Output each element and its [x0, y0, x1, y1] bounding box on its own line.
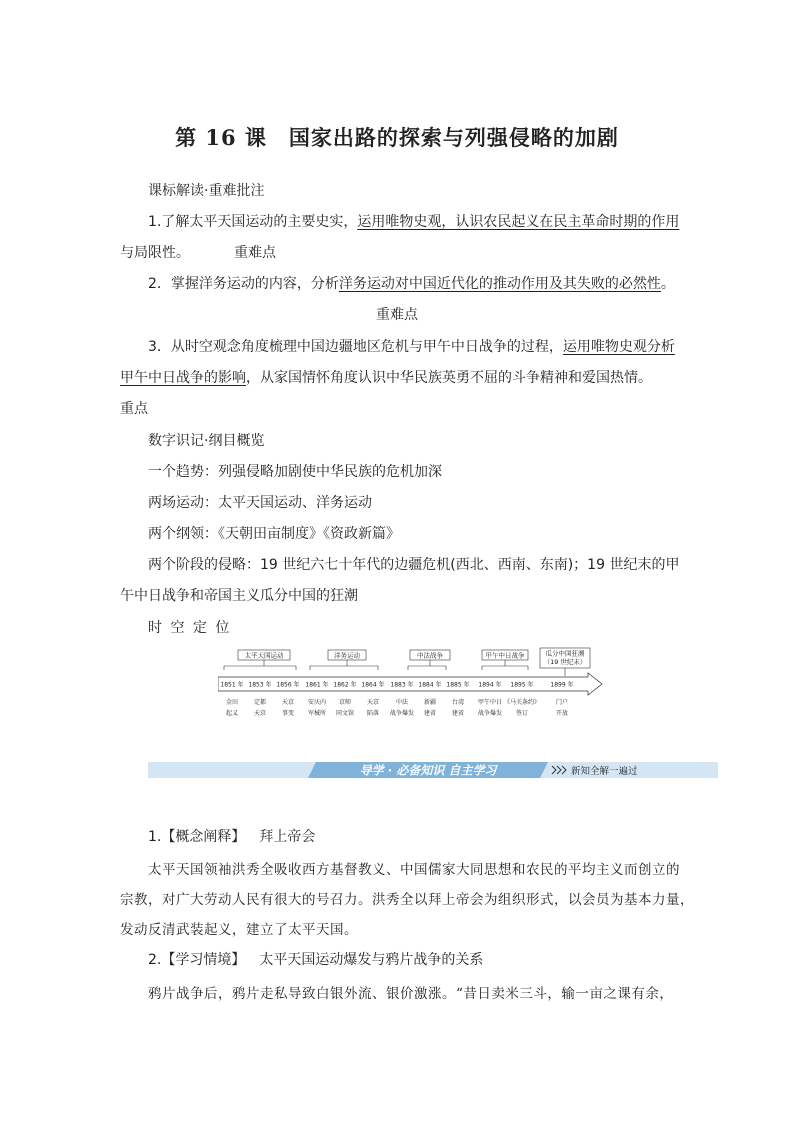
timeline-event-line2-5: 陷落	[366, 710, 380, 717]
timeline-event-line2-0: 起义	[225, 710, 239, 717]
shuzi-line-4b: 午中日战争和帝国主义瓜分中国的狂潮	[120, 588, 358, 604]
kebiao-item-2	[148, 273, 675, 293]
underlined-text: 洋务运动对中国近代化的推动作用及其失败的必然性	[338, 276, 661, 292]
timeline-event-line2-1: 天京	[253, 710, 267, 717]
underlined-text: 甲午中日战争的影响	[120, 370, 246, 386]
underlined-text: 运用唯物史观分析	[562, 339, 675, 355]
heading-number: 1.	[148, 829, 162, 845]
timeline-year-7: 1884 年	[418, 681, 442, 689]
section-1-para-line-2: 宗教，对广大劳动人民有很大的号召力。洪秀全以拜上帝会为组织形式，以会员为基本力量，	[120, 892, 694, 908]
timeline-year-9: 1894 年	[478, 681, 502, 689]
box-label-guafen: 瓜分中国狂潮	[545, 649, 585, 658]
item-text: ，从家国情怀角度认识中华民族英勇不屈的斗争精神和爱国热情。	[246, 370, 652, 386]
item-text: 2．掌握洋务运动的内容，分析	[148, 276, 339, 292]
shuzi-line-2: 两场运动：太平天国运动、洋务运动	[148, 495, 372, 511]
difficulty-tag: 重难点	[376, 307, 418, 323]
timeline-event-line1-7: 新疆	[423, 699, 437, 706]
item-text: 3．从时空观念角度梳理中国边疆地区危机与甲午中日战争的过程，	[148, 339, 563, 355]
page-title: 第 16 课 国家出路的探索与列强侵略的加剧	[175, 125, 619, 150]
shuzi-line-4a: 两个阶段的侵略：19 世纪六七十年代的边疆危机(西北、西南、东南)；19 世纪末的甲	[148, 557, 680, 573]
timeline-event-line2-4: 同文馆	[335, 710, 355, 717]
timeline-year-5: 1864 年	[361, 681, 385, 689]
timeline-event-line1-5: 天京	[366, 699, 380, 706]
box-label-jiawu: 甲午中日战争	[485, 651, 525, 660]
shuzi-line-1: 一个趋势：列强侵略加剧使中华民族的危机加深	[148, 464, 442, 480]
timeline-year-6: 1883 年	[390, 681, 414, 689]
timeline-year-1: 1853 年	[248, 681, 272, 689]
timeline-event-line1-1: 定都	[253, 699, 267, 706]
timeline-year-2: 1856 年	[276, 681, 300, 689]
timeline-event-line2-9: 战争爆发	[477, 710, 503, 717]
item-text: 。	[660, 276, 675, 292]
section-banner	[148, 762, 718, 778]
item-text: 与局限性。	[120, 245, 190, 261]
section-1-heading	[148, 826, 315, 846]
timeline-event-line2-10: 签订	[515, 710, 529, 717]
timeline-event-line1-3: 安庆内	[307, 699, 327, 706]
heading-tag: 【学习情境】	[161, 952, 246, 968]
timeline-event-line2-11: 开放	[555, 710, 569, 717]
difficulty-tag: 重点	[120, 401, 148, 417]
heading-text: 拜上帝会	[259, 829, 316, 845]
timeline-year-3: 1861 年	[305, 681, 329, 689]
difficulty-tag: 重难点	[234, 245, 276, 261]
timeline-event-line2-8: 建省	[451, 710, 465, 717]
box-label-taiping: 太平天国运动	[244, 651, 284, 660]
timeline-event-line1-8: 台湾	[451, 699, 465, 706]
timeline-year-10: 1895 年	[510, 681, 534, 689]
timeline-event-line2-3: 军械所	[307, 710, 327, 717]
heading-number: 2.	[148, 952, 162, 968]
banner-main-text: 导学 · 必备知识 自主学习	[359, 763, 497, 778]
timeline-event-line2-2: 事变	[281, 710, 295, 717]
section-heading-kebiao: 课标解读·重难批注	[148, 183, 265, 199]
heading-tag: 【概念阐释】	[161, 829, 246, 845]
banner-side-text: 新知全解一遍过	[571, 766, 638, 777]
timeline-event-line1-10: 《马关条约》	[503, 699, 541, 706]
section-1-para-line-1: 太平天国领袖洪秀全吸收西方基督教义、中国儒家大同思想和农民的平均主义而创立的	[148, 862, 680, 878]
timeline-diagram	[218, 644, 608, 724]
timeline-year-0: 1851 年	[220, 681, 244, 689]
shuzi-line-3: 两个纲领：《天朝田亩制度》《资政新篇》	[148, 526, 400, 542]
timeline-event-line1-9: 甲午中日	[477, 699, 503, 706]
underlined-text: 运用唯物史观，认识农民起义在民主革命时期的作用	[357, 214, 680, 230]
timeline-event-line1-4: 京师	[338, 699, 352, 706]
box-label-guafen-note: （19 世纪末）	[543, 658, 587, 666]
timeline-year-11: 1899 年	[550, 681, 574, 689]
section-2-heading	[148, 949, 483, 969]
box-label-zhongfa: 中法战争	[417, 651, 443, 660]
kebiao-item-1-line-1	[148, 211, 679, 231]
item-text: 1.了解太平天国运动的主要史实，	[148, 214, 358, 230]
timeline-event-line1-2: 天京	[281, 699, 295, 706]
section-heading-shuzi: 数字识记·纲目概览	[148, 433, 265, 449]
timeline-year-8: 1885 年	[446, 681, 470, 689]
timeline-event-line1-0: 金田	[225, 699, 239, 706]
timeline-year-4: 1862 年	[333, 681, 357, 689]
timeline-event-line1-11: 门户	[555, 699, 569, 706]
heading-text: 太平天国运动爆发与鸦片战争的关系	[259, 952, 484, 968]
kebiao-item-1-line-2	[120, 242, 276, 262]
box-label-yangwu: 洋务运动	[334, 651, 360, 660]
timeline-event-line1-6: 中法	[395, 699, 409, 706]
kebiao-item-3-line-2	[120, 367, 652, 387]
section-1-para-line-3: 发动反清武装起义，建立了太平天国。	[120, 922, 358, 938]
section-2-para-line-1: 鸦片战争后，鸦片走私导致白银外流、银价激涨。“昔日卖米三斗，输一亩之课有余，	[148, 986, 674, 1002]
timeline-event-line2-6: 战争爆发	[389, 710, 415, 717]
kebiao-item-3-line-1	[148, 336, 675, 356]
timeline-event-line2-7: 建省	[423, 710, 437, 717]
section-heading-shikong: 时 空 定 位	[148, 620, 232, 636]
